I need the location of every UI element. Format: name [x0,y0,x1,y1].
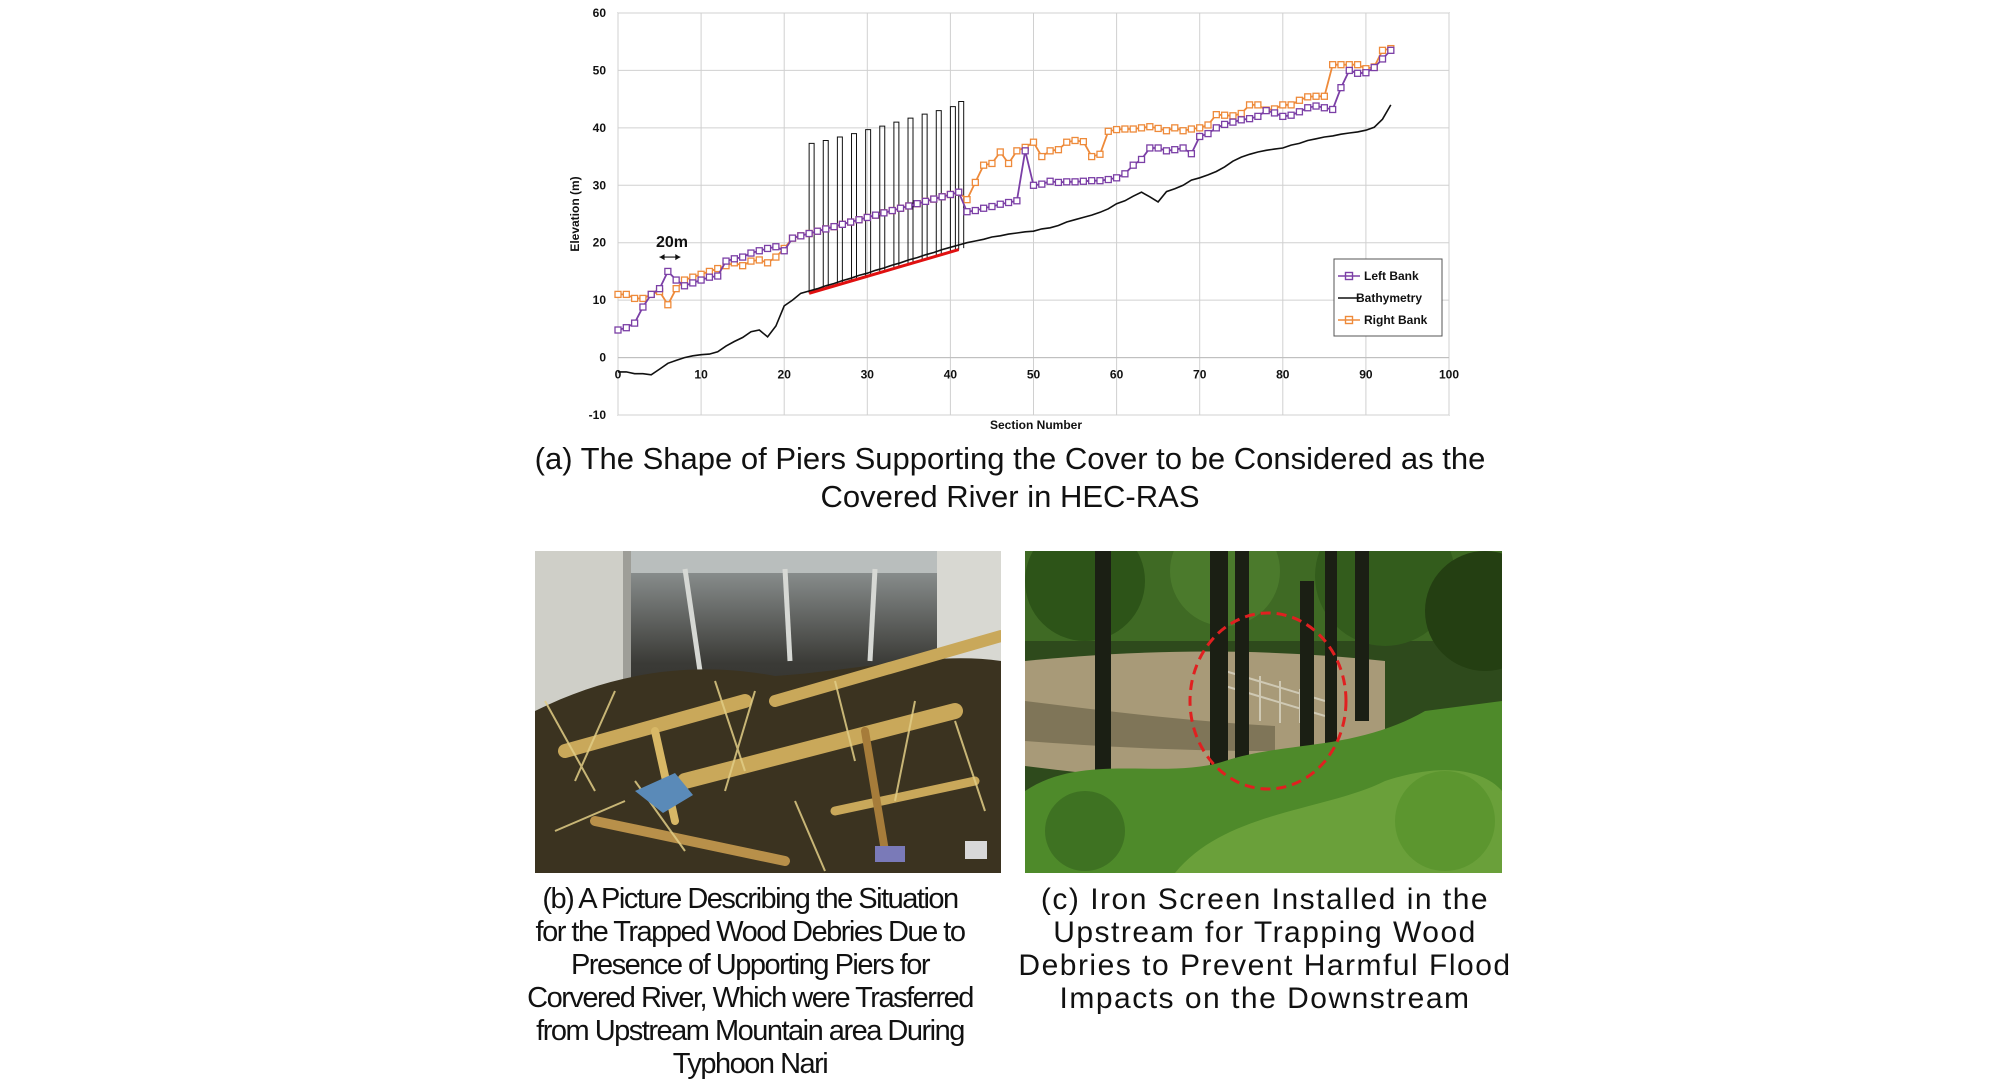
data-point-right-bank [964,197,970,203]
data-point-right-bank [1155,125,1161,131]
data-point-left-bank [723,258,729,264]
y-tick-label: 50 [592,63,606,78]
data-point-right-bank [1205,122,1211,128]
data-point-left-bank [1172,147,1178,153]
data-point-left-bank [1006,200,1012,206]
x-tick-label: 70 [1193,367,1207,382]
data-point-right-bank [1380,47,1386,53]
data-point-left-bank [964,209,970,215]
data-point-left-bank [989,204,995,210]
caption-b-line: from Upstream Mountain area During [536,1015,964,1047]
data-point-left-bank [1388,47,1394,53]
data-point-right-bank [623,291,629,297]
data-point-right-bank [1055,147,1061,153]
data-point-left-bank [632,320,638,326]
data-point-left-bank [972,208,978,214]
x-tick-label: 10 [694,367,708,382]
data-point-left-bank [765,245,771,251]
x-axis-title: Section Number [989,418,1083,432]
data-point-left-bank [1130,162,1136,168]
data-point-right-bank [765,260,771,266]
data-point-left-bank [806,231,812,237]
x-tick-label: 60 [1109,367,1124,382]
data-point-right-bank [1031,139,1037,145]
data-point-left-bank [1031,182,1037,188]
data-point-left-bank [798,233,804,239]
legend-label-bathymetry: Bathymetry [1356,291,1423,305]
legend-label-right-bank: Right Bank [1364,313,1428,327]
data-point-left-bank [1139,156,1145,162]
wood-debris-illustration [535,551,1001,873]
data-point-right-bank [989,160,995,166]
data-point-left-bank [1213,125,1219,131]
data-point-right-bank [1122,126,1128,132]
data-point-right-bank [1180,128,1186,134]
data-point-left-bank [615,327,621,333]
caption-a-line-1: (a) The Shape of Piers Supporting the Cover to be Considered as the [534,441,1486,476]
data-point-left-bank [690,280,696,286]
x-tick-label: 20 [777,367,791,382]
x-tick-label: 90 [1359,367,1373,382]
data-point-left-bank [864,214,870,220]
data-point-left-bank [1280,113,1286,119]
data-point-right-bank [756,257,762,263]
data-point-right-bank [1305,94,1311,100]
data-point-right-bank [1197,125,1203,131]
caption-c-line: Upstream for Trapping Wood [1053,916,1477,949]
data-point-left-bank [898,205,904,211]
data-point-right-bank [1097,151,1103,157]
data-point-left-bank [1105,177,1111,183]
data-point-left-bank [790,235,796,241]
data-point-left-bank [715,273,721,279]
caption-b-line: Typhoon Nari [672,1048,828,1080]
x-tick-label: 30 [860,367,874,382]
data-point-left-bank [1080,178,1086,184]
data-point-left-bank [1363,70,1369,76]
data-point-left-bank [756,248,762,254]
caption-a [505,440,1515,516]
data-point-right-bank [1072,137,1078,143]
data-point-left-bank [1072,179,1078,185]
data-point-left-bank [997,201,1003,207]
data-point-left-bank [648,291,654,297]
data-point-right-bank [665,302,671,308]
data-point-left-bank [823,226,829,232]
data-point-left-bank [981,205,987,211]
data-point-left-bank [740,254,746,260]
data-point-left-bank [1296,109,1302,115]
data-point-right-bank [1288,102,1294,108]
data-point-left-bank [881,210,887,216]
data-point-right-bank [1313,93,1319,99]
y-tick-label: 60 [592,6,606,20]
data-point-left-bank [657,286,663,292]
data-point-right-bank [632,295,638,301]
data-point-left-bank [1163,148,1169,154]
data-point-right-bank [1163,128,1169,134]
data-point-left-bank [1022,148,1028,154]
data-point-left-bank [1380,56,1386,62]
data-point-right-bank [1238,111,1244,117]
data-point-left-bank [889,208,895,214]
y-tick-label: -10 [588,408,606,422]
data-point-right-bank [640,295,646,301]
data-point-left-bank [1147,145,1153,151]
data-point-left-bank [706,274,712,280]
data-point-left-bank [1188,151,1194,157]
data-point-right-bank [673,286,679,292]
x-tick-label: 50 [1026,367,1041,382]
y-tick-label: 30 [592,178,606,193]
data-point-left-bank [1355,70,1361,76]
data-point-left-bank [1064,179,1070,185]
data-point-right-bank [773,254,779,260]
caption-b [505,883,995,1081]
data-point-right-bank [1355,62,1361,68]
data-point-right-bank [972,179,978,185]
data-point-right-bank [748,258,754,264]
data-point-left-bank [1321,105,1327,111]
y-tick-label: 10 [592,293,606,308]
data-point-right-bank [1114,127,1120,133]
annotation-label: 20m [655,234,688,252]
data-point-right-bank [1147,124,1153,130]
data-point-left-bank [748,250,754,256]
data-point-left-bank [1238,117,1244,123]
data-point-left-bank [781,248,787,254]
data-point-left-bank [939,194,945,200]
data-point-right-bank [1280,102,1286,108]
data-point-right-bank [1014,148,1020,154]
data-point-left-bank [839,221,845,227]
data-point-left-bank [1247,116,1253,122]
data-point-left-bank [848,219,854,225]
data-point-right-bank [1039,154,1045,160]
data-point-right-bank [1321,93,1327,99]
elevation-chart [560,0,1460,440]
data-point-left-bank [1014,198,1020,204]
data-point-right-bank [1089,154,1095,160]
data-point-left-bank [1097,178,1103,184]
data-point-left-bank [623,325,629,331]
data-point-right-bank [1006,160,1012,166]
data-point-right-bank [1172,125,1178,131]
data-point-left-bank [1288,112,1294,118]
photo-iron-screen [1025,551,1502,873]
data-point-left-bank [906,203,912,209]
chart-legend [1334,259,1442,336]
data-point-right-bank [1296,97,1302,103]
y-tick-label: 40 [592,120,606,135]
data-point-left-bank [856,217,862,223]
caption-c-line: Impacts on the Downstream [1059,982,1471,1015]
data-point-left-bank [1197,133,1203,139]
data-point-left-bank [640,304,646,310]
data-point-left-bank [665,268,671,274]
data-point-right-bank [1047,148,1053,154]
data-point-left-bank [1330,106,1336,112]
data-point-right-bank [1139,125,1145,131]
data-point-left-bank [1114,175,1120,181]
data-point-right-bank [1255,102,1261,108]
photo-wood-debris [535,551,1001,873]
x-tick-label: 80 [1276,367,1290,382]
y-axis-title: Elevation (m) [568,176,582,252]
x-tick-label: 40 [943,367,958,382]
data-point-right-bank [997,149,1003,155]
data-point-right-bank [1338,62,1344,68]
caption-a-line-2: Covered River in HEC-RAS [820,479,1200,514]
caption-b-line: Corvered River, Which were Trasferred [527,982,973,1014]
data-point-right-bank [740,263,746,269]
data-point-left-bank [1305,105,1311,111]
data-point-left-bank [1371,65,1377,71]
x-tick-label: 0 [614,367,622,382]
data-point-left-bank [1122,171,1128,177]
x-tick-label: 100 [1438,367,1460,382]
data-point-left-bank [1222,121,1228,127]
data-point-left-bank [1313,103,1319,109]
data-point-left-bank [1089,178,1095,184]
data-point-right-bank [1130,126,1136,132]
data-point-left-bank [814,228,820,234]
data-point-left-bank [698,277,704,283]
caption-b-line: for the Trapped Wood Debries Due to [535,916,965,948]
data-point-left-bank [1180,145,1186,151]
forest-stream-illustration [1025,551,1502,873]
data-point-right-bank [1230,113,1236,119]
caption-b-line: (b) A Picture Describing the Situation [542,883,958,915]
data-point-right-bank [1080,139,1086,145]
data-point-right-bank [615,291,621,297]
caption-c-line: Debries to Prevent Harmful Flood [1018,949,1512,982]
data-point-right-bank [1222,112,1228,118]
data-point-right-bank [981,162,987,168]
data-point-left-bank [681,283,687,289]
data-point-left-bank [1271,110,1277,116]
data-point-left-bank [1055,179,1061,185]
data-point-right-bank [1330,62,1336,68]
data-point-left-bank [1338,85,1344,91]
data-point-left-bank [1155,145,1161,151]
data-point-left-bank [922,198,928,204]
data-point-left-bank [1047,178,1053,184]
legend-label-left-bank: Left Bank [1364,269,1419,283]
data-point-left-bank [1039,181,1045,187]
y-tick-label: 0 [599,350,606,365]
caption-b-line: Presence of Upporting Piers for [570,949,930,981]
data-point-left-bank [1205,131,1211,137]
data-point-right-bank [1105,128,1111,134]
data-point-left-bank [673,277,679,283]
data-point-right-bank [1188,126,1194,132]
data-point-right-bank [1064,139,1070,145]
data-point-left-bank [947,191,953,197]
caption-c [1015,883,1515,1015]
data-point-right-bank [1213,112,1219,118]
caption-c-line: (c) Iron Screen Installed in the [1040,883,1490,916]
data-point-right-bank [1247,102,1253,108]
data-point-left-bank [873,212,879,218]
data-point-left-bank [1230,119,1236,125]
data-point-left-bank [956,189,962,195]
y-tick-label: 20 [592,235,606,250]
data-point-left-bank [731,256,737,262]
data-point-left-bank [914,201,920,207]
data-point-left-bank [1263,108,1269,114]
data-point-left-bank [1255,113,1261,119]
data-point-left-bank [1346,67,1352,73]
data-point-left-bank [831,224,837,230]
data-point-left-bank [931,196,937,202]
data-point-left-bank [773,244,779,250]
